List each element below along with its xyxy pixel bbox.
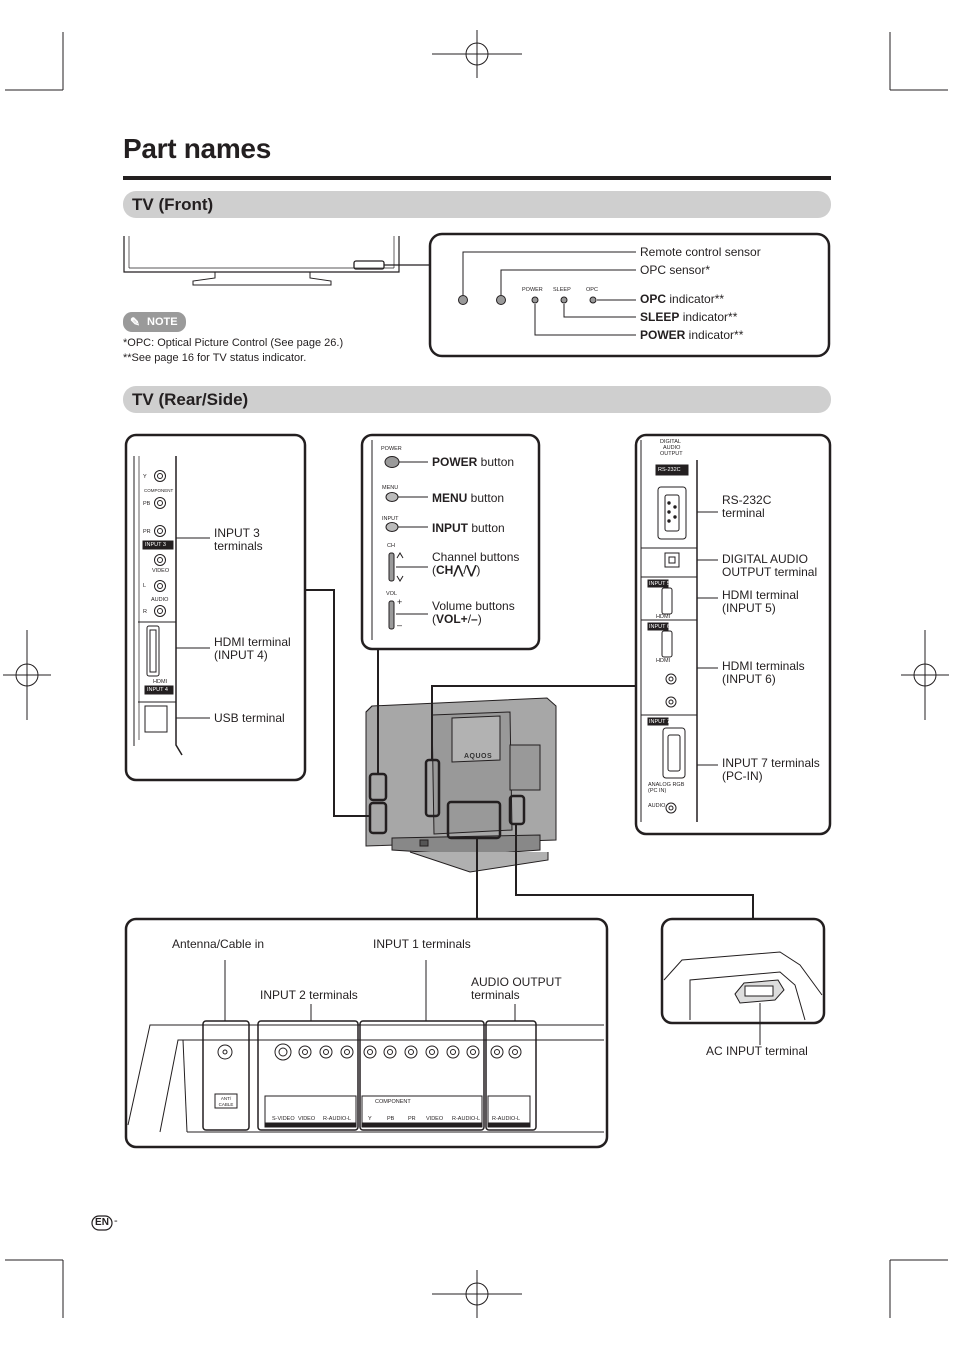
label-opc-sensor: OPC sensor* (640, 263, 711, 277)
mark-sleep: SLEEP (553, 287, 571, 293)
mark-pc-in: (PC IN) (648, 788, 667, 794)
vol-minus-mark: – (397, 620, 403, 630)
label-sleep-indicator: SLEEP indicator** (640, 310, 738, 324)
note-line-2: **See page 16 for TV status indicator. (123, 352, 307, 364)
channel-up-icon: ⋀ (453, 563, 464, 577)
mark-side-input4: INPUT 4 (147, 687, 168, 693)
mark-input5: INPUT 5 (649, 581, 670, 587)
language-badge: EN (95, 1217, 109, 1228)
label-ac-input: AC INPUT terminal (706, 1044, 808, 1058)
mark-digital: DIGITAL (660, 439, 681, 445)
label-opc-indicator: OPC indicator** (640, 292, 725, 306)
mark-bottom-video1: VIDEO (426, 1116, 444, 1122)
pencil-icon: ✎ (130, 315, 141, 329)
front-panel-indicators (459, 252, 637, 335)
mark-analog-rgb: ANALOG RGB (648, 782, 685, 788)
mark-power: POWER (522, 287, 543, 293)
label-hdmi5: HDMI terminal (INPUT 5) (722, 588, 799, 615)
mark-side-l: L (143, 583, 147, 589)
mark-side-component: COMPONENT (144, 488, 174, 493)
label-antenna: Antenna/Cable in (172, 937, 265, 951)
mark-bottom-svideo: S-VIDEO (272, 1116, 295, 1122)
note-label: NOTE (147, 316, 178, 328)
mark-input6: INPUT 6 (649, 624, 670, 630)
mark-side-video: VIDEO (152, 568, 170, 574)
mark-digital-output: OUTPUT (660, 451, 683, 457)
tv-front-drawing (124, 236, 430, 285)
label-audio-output: AUDIO OUTPUT terminals (471, 975, 562, 1002)
tv-rear-drawing (366, 698, 556, 872)
label-volume-buttons: Volume buttons (VOL+/–) (432, 599, 515, 626)
bottom-terminals-box (126, 919, 607, 1147)
label-input-button: INPUT button (432, 521, 505, 535)
section-header-front: TV (Front) (123, 191, 831, 218)
channel-down-icon: ⋁ (466, 563, 477, 577)
mark-side-pb: PB (143, 501, 151, 507)
mark-bottom-pr: PR (408, 1116, 416, 1122)
mark-btn-vol: VOL (386, 591, 398, 597)
mark-side-y: Y (143, 474, 147, 480)
mark-btn-power: POWER (381, 446, 402, 452)
mark-bottom-audio-out: R-AUDIO-L (492, 1116, 521, 1122)
mark-bottom-audio2: R-AUDIO-L (323, 1116, 352, 1122)
mark-side-audio: AUDIO (151, 597, 169, 603)
mark-bottom-component: COMPONENT (375, 1099, 411, 1105)
mark-bottom-y: Y (368, 1116, 372, 1122)
mark-side-r: R (143, 609, 147, 615)
mark-bottom-video2: VIDEO (298, 1116, 316, 1122)
label-channel-buttons: Channel buttons (CH⋀/⋁) (432, 550, 520, 577)
mark-side-pr: PR (143, 529, 151, 535)
mark-bottom-audio1: R-AUDIO-L (452, 1116, 481, 1122)
mark-ant-cable: ANT/ CABLE (218, 1096, 234, 1107)
mark-side-input3: INPUT 3 (145, 542, 166, 548)
label-hdmi4: HDMI terminal (INPUT 4) (214, 635, 291, 662)
label-input7: INPUT 7 terminals (PC-IN) (722, 756, 820, 783)
section-header-rear: TV (Rear/Side) (123, 386, 831, 413)
note-line-1: *OPC: Optical Picture Control (See page 26.) (123, 337, 344, 349)
label-remote-sensor: Remote control sensor (640, 245, 761, 259)
mark-btn-input: INPUT (382, 516, 399, 522)
mark-audio-pc: AUDIO (648, 803, 666, 809)
title-rule (123, 176, 831, 180)
label-rs232: RS-232C terminal (722, 493, 772, 520)
mark-hdmi6: HDMI (656, 658, 671, 664)
mark-bottom-pb: PB (387, 1116, 395, 1122)
mark-input7: INPUT 7 (649, 719, 670, 725)
label-menu-button: MENU button (432, 491, 505, 505)
label-input3: INPUT 3 terminals (214, 526, 263, 553)
vol-plus-mark: + (397, 597, 403, 607)
page-number-dash: - (114, 1215, 118, 1227)
label-hdmi6: HDMI terminals (INPUT 6) (722, 659, 805, 686)
page-title: Part names (123, 133, 271, 164)
mark-opc: OPC (586, 287, 598, 293)
mark-rs232c: RS-232C (658, 467, 681, 473)
mark-btn-ch: CH (387, 543, 395, 549)
side-terminals-box (126, 435, 305, 780)
mark-hdmi5: HDMI (656, 614, 671, 620)
label-input2: INPUT 2 terminals (260, 988, 358, 1002)
label-usb: USB terminal (214, 711, 285, 725)
label-input1: INPUT 1 terminals (373, 937, 471, 951)
mark-btn-menu: MENU (382, 485, 399, 491)
mark-digital-audio: AUDIO (663, 445, 681, 451)
label-digital-audio: DIGITAL AUDIO OUTPUT terminal (722, 552, 818, 579)
ac-input-box (662, 919, 824, 1023)
label-power-indicator: POWER indicator** (640, 328, 744, 342)
mark-side-hdmi: HDMI (153, 679, 168, 685)
tv-brand-logo: AQUOS (464, 753, 493, 760)
note-badge (123, 312, 186, 332)
label-power-button: POWER button (432, 455, 515, 469)
